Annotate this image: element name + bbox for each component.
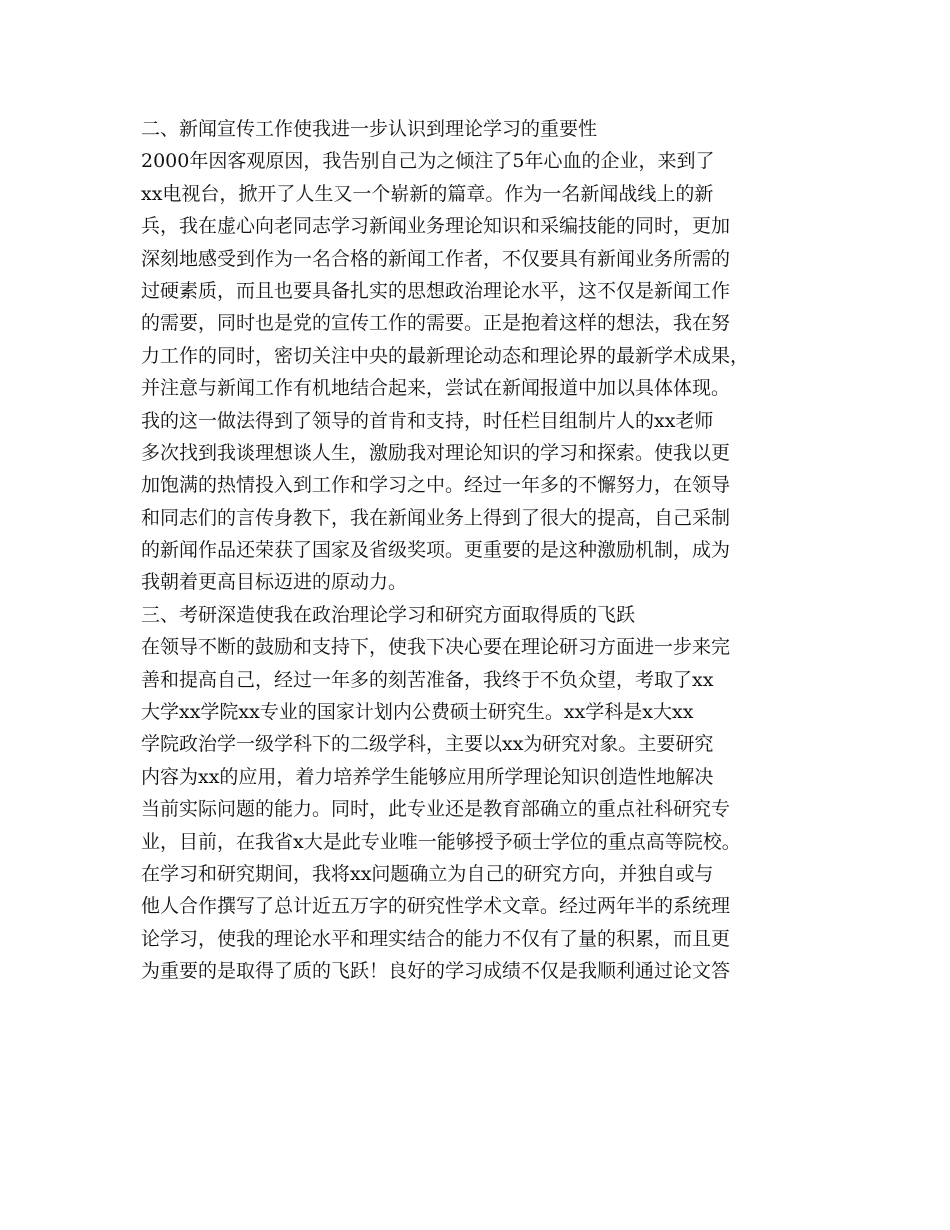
paragraph-line: 过硬素质，而且也要具备扎实的思想政治理论水平，这不仅是新闻工作: [141, 279, 731, 302]
paragraph-line: 我朝着更高目标迈进的原动力。: [141, 571, 408, 594]
paragraph-line: 多次找到我谈理想谈人生，激励我对理论知识的学习和探索。使我以更: [141, 441, 731, 464]
paragraph-line: 内容为xx的应用，着力培养学生能够应用所学理论知识创造性地解决: [141, 765, 714, 788]
paragraph-line: 业，目前，在我省x大是此专业唯一能够授予硕士学位的重点高等院校。: [141, 830, 741, 853]
paragraph-line: xx电视台，掀开了人生又一个崭新的篇章。作为一名新闻战线上的新: [141, 182, 714, 205]
paragraph-line: 在学习和研究期间，我将xx问题确立为自己的研究方向，并独自或与: [141, 862, 714, 885]
paragraph-line: 加饱满的热情投入到工作和学习之中。经过一年多的不懈努力，在领导: [141, 474, 731, 497]
paragraph-line: 并注意与新闻工作有机地结合起来，尝试在新闻报道中加以具体体现。: [141, 377, 731, 400]
paragraph-line: 2000年因客观原因，我告别自己为之倾注了5年心血的企业，来到了: [141, 150, 715, 173]
paragraph-line: 大学xx学院xx专业的国家计划内公费硕士研究生。xx学科是x大xx: [141, 701, 694, 724]
paragraph-line: 的需要，同时也是党的宣传工作的需要。正是抱着这样的想法，我在努: [141, 312, 731, 335]
paragraph-line: 善和提高自己，经过一年多的刻苦准备，我终于不负众望，考取了xx: [141, 668, 714, 691]
paragraph-line: 为重要的是取得了质的飞跃！良好的学习成绩不仅是我顺利通过论文答: [141, 960, 731, 983]
body-text: [141, 113, 841, 988]
paragraph-line: 学院政治学一级学科下的二级学科，主要以xx为研究对象。主要研究: [141, 733, 714, 756]
paragraph-line: 深刻地感受到作为一名合格的新闻工作者，不仅要具有新闻业务所需的: [141, 247, 731, 270]
paragraph-line: 当前实际问题的能力。同时，此专业还是教育部确立的重点社科研究专: [141, 798, 731, 821]
paragraph-line: 他人合作撰写了总计近五万字的研究性学术文章。经过两年半的系统理: [141, 895, 731, 918]
paragraph-line: 在领导不断的鼓励和支持下，使我下决心要在理论研习方面进一步来完: [141, 636, 731, 659]
paragraph-line: 的新闻作品还荣获了国家及省级奖项。更重要的是这种激励机制，成为: [141, 539, 731, 562]
section-heading: 三、考研深造使我在政治理论学习和研究方面取得质的飞跃: [141, 603, 636, 626]
paragraph-line: 我的这一做法得到了领导的首肯和支持，时任栏目组制片人的xx老师: [141, 409, 714, 432]
paragraph-line: 兵，我在虚心向老同志学习新闻业务理论知识和采编技能的同时，更加: [141, 215, 731, 238]
section-heading: 二、新闻宣传工作使我进一步认识到理论学习的重要性: [141, 118, 598, 140]
paragraph-line: 和同志们的言传身教下，我在新闻业务上得到了很大的提高，自己采制: [141, 506, 731, 529]
paragraph-line: 力工作的同时，密切关注中央的最新理论动态和理论界的最新学术成果，: [141, 344, 750, 367]
paragraph-line: 论学习，使我的理论水平和理实结合的能力不仅有了量的积累，而且更: [141, 927, 731, 950]
